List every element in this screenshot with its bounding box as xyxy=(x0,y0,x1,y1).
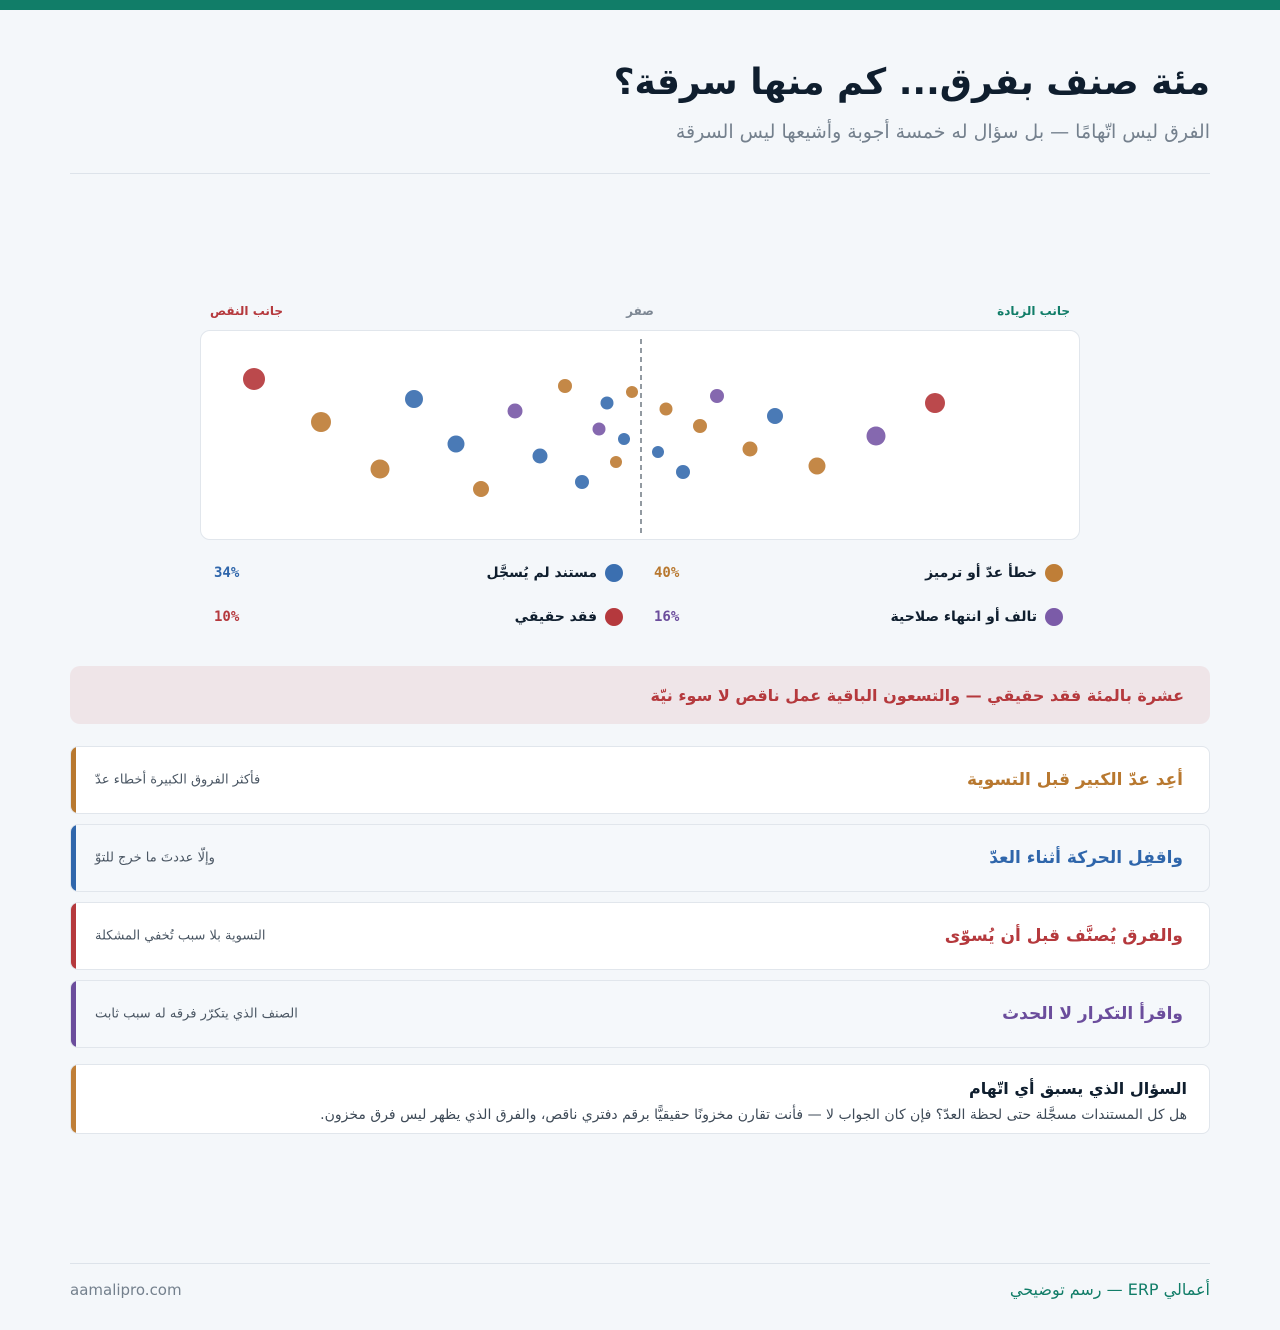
axis-label-decrease: جانب النقص xyxy=(210,304,284,318)
step-title: واقرأ التكرار لا الحدث xyxy=(1002,1004,1183,1024)
legend-item-damaged xyxy=(891,608,1063,626)
step-note: وإلّا عددتَ ما خرج للتوّ xyxy=(95,850,215,866)
step-accent xyxy=(71,981,76,1047)
step-title: واقفِل الحركة أثناء العدّ xyxy=(989,848,1183,868)
step-card-recount xyxy=(70,746,1210,814)
step-title: أعِد عدّ الكبير قبل التسوية xyxy=(967,770,1183,790)
legend-dot-count-error xyxy=(1045,564,1063,582)
legend-label-unposted: مستند لم يُسجَّل xyxy=(486,565,597,581)
summary-callout-text: عشرة بالمئة فقد حقيقي — والتسعون الباقية عمل ناقص لا سوء نيّة xyxy=(650,685,1184,705)
question-accent xyxy=(71,1065,76,1133)
scatter-point-real-loss xyxy=(925,393,945,413)
key-question-card xyxy=(70,1064,1210,1134)
header-divider xyxy=(70,173,1210,174)
step-accent xyxy=(71,825,76,891)
key-question-body: هل كل المستندات مسجَّلة حتى لحظة العدّ؟ فإن كان الجواب لا — فأنت تقارن مخزونًا حقيقيًّا برقم دفتري ناقص، والفرق الذي يظهر ليس فرق مخزون. xyxy=(320,1107,1187,1123)
scatter-point-count-error xyxy=(626,386,638,398)
legend-share-count-error: 40% xyxy=(654,565,680,581)
scatter-point-unposted xyxy=(767,408,783,424)
scatter-point-damaged xyxy=(710,389,724,403)
scatter-point-count-error xyxy=(660,403,673,416)
scatter-point-count-error xyxy=(311,412,331,432)
scatter-point-count-error xyxy=(693,419,707,433)
step-accent xyxy=(71,747,76,813)
legend-item-unposted xyxy=(486,564,623,582)
scatter-point-unposted xyxy=(676,465,690,479)
scatter-point-unposted xyxy=(652,446,664,458)
page-title: مئة صنف بفرق... كم منها سرقة؟ xyxy=(613,62,1210,103)
legend-item-real-loss xyxy=(515,608,623,626)
footer-site-link[interactable]: aamalipro.com xyxy=(70,1281,182,1299)
page-subtitle: الفرق ليس اتّهامًا — بل سؤال له خمسة أجوبة وأشيعها ليس السرقة xyxy=(675,121,1210,143)
step-card-classify xyxy=(70,902,1210,970)
scatter-point-count-error xyxy=(371,460,390,479)
legend-share-real-loss: 10% xyxy=(214,609,240,625)
scatter-point-count-error xyxy=(473,481,489,497)
scatter-svg xyxy=(201,331,1081,541)
scatter-point-unposted xyxy=(405,390,423,408)
legend-label-damaged: تالف أو انتهاء صلاحية xyxy=(890,609,1037,625)
legend-label-count-error: خطأ عدّ أو ترميز xyxy=(925,565,1037,581)
step-accent xyxy=(71,903,76,969)
step-title: والفرق يُصنَّف قبل أن يُسوّى xyxy=(944,926,1183,946)
axis-label-zero: صفر xyxy=(626,304,654,318)
legend-share-damaged: 16% xyxy=(654,609,680,625)
scatter-point-unposted xyxy=(448,436,465,453)
scatter-plot xyxy=(200,330,1080,540)
summary-callout xyxy=(70,666,1210,724)
step-note: فأكثر الفروق الكبيرة أخطاء عدّ xyxy=(95,772,261,788)
legend-label-real-loss: فقد حقيقي xyxy=(514,609,597,625)
step-note: الصنف الذي يتكرّر فرقه له سبب ثابت xyxy=(95,1006,298,1022)
scatter-point-unposted xyxy=(575,475,589,489)
step-card-recurrence xyxy=(70,980,1210,1048)
axis-label-increase: جانب الزيادة xyxy=(997,304,1070,318)
footer-divider xyxy=(70,1263,1210,1264)
scatter-point-count-error xyxy=(743,442,758,457)
scatter-point-damaged xyxy=(867,427,886,446)
scatter-point-count-error xyxy=(809,458,826,475)
key-question-title: السؤال الذي يسبق أي اتّهام xyxy=(968,1079,1187,1098)
top-accent-bar xyxy=(0,0,1280,10)
scatter-point-unposted xyxy=(533,449,548,464)
step-note: التسوية بلا سبب تُخفي المشكلة xyxy=(95,928,266,944)
scatter-point-real-loss xyxy=(243,368,265,390)
scatter-point-count-error xyxy=(558,379,572,393)
legend-dot-unposted xyxy=(605,564,623,582)
scatter-point-count-error xyxy=(610,456,622,468)
scatter-point-damaged xyxy=(593,423,606,436)
step-card-freeze xyxy=(70,824,1210,892)
legend-dot-damaged xyxy=(1045,608,1063,626)
scatter-point-damaged xyxy=(508,404,523,419)
scatter-point-unposted xyxy=(601,397,614,410)
legend-share-unposted: 34% xyxy=(214,565,240,581)
legend-dot-real-loss xyxy=(605,608,623,626)
footer-brand: أعمالي ERP — رسم توضيحي xyxy=(1009,1280,1210,1299)
scatter-point-unposted xyxy=(618,433,630,445)
legend-item-count-error xyxy=(925,564,1063,582)
